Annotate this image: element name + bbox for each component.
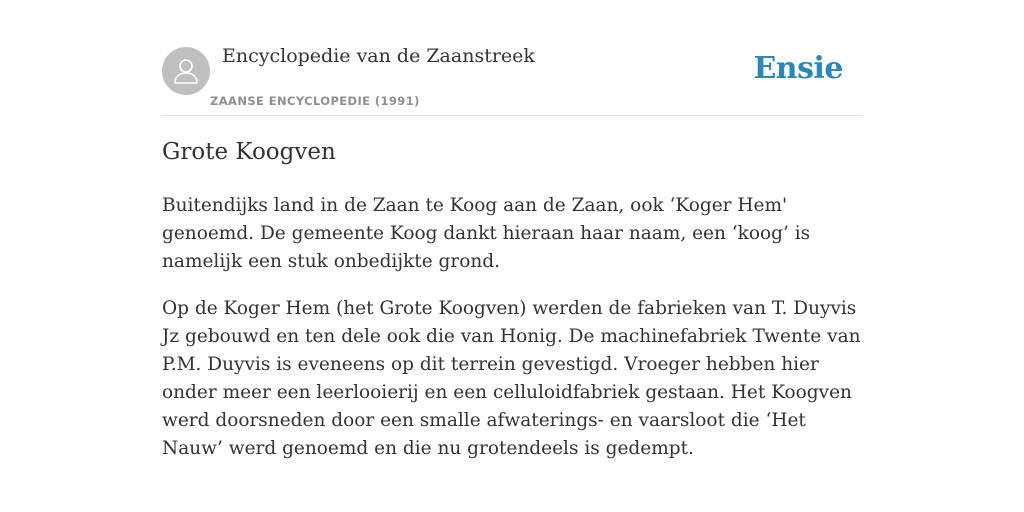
source-header: [162, 0, 862, 116]
source-title[interactable]: Encyclopedie van de Zaanstreek: [222, 45, 535, 67]
article-card: [162, 0, 862, 512]
user-icon: [172, 56, 200, 86]
source-avatar[interactable]: [162, 47, 210, 95]
ensie-logo[interactable]: Ensie: [753, 51, 843, 86]
article-paragraph: Op de Koger Hem (het Grote Koogven) werden de fabrieken van T. Duyvis Jz gebouwd en ten dele ook die van Honig. De machinefabriek Twente van P.M. Duyvis is eveneens op dit terrein gevestigd. Vroeger hebben hier onder meer een leerlooierij en een celluloidfabriek gestaan. Het Koogven werd doorsneden door een smalle afwaterings- en vaarsloot die ‘Het Nauw’ werd genoemd en die nu grotendeels is gedempt.: [162, 298, 861, 459]
article-paragraph: Buitendijks land in de Zaan te Koog aan de Zaan, ook ‘Koger Hem' genoemd. De gemeente Koog dankt hieraan haar naam, een ‘koog’ is namelijk een stuk onbedijkte grond.: [162, 195, 811, 272]
source-subtitle: ZAANSE ENCYCLOPEDIE (1991): [210, 94, 420, 108]
article-title: Grote Koogven: [162, 139, 336, 165]
